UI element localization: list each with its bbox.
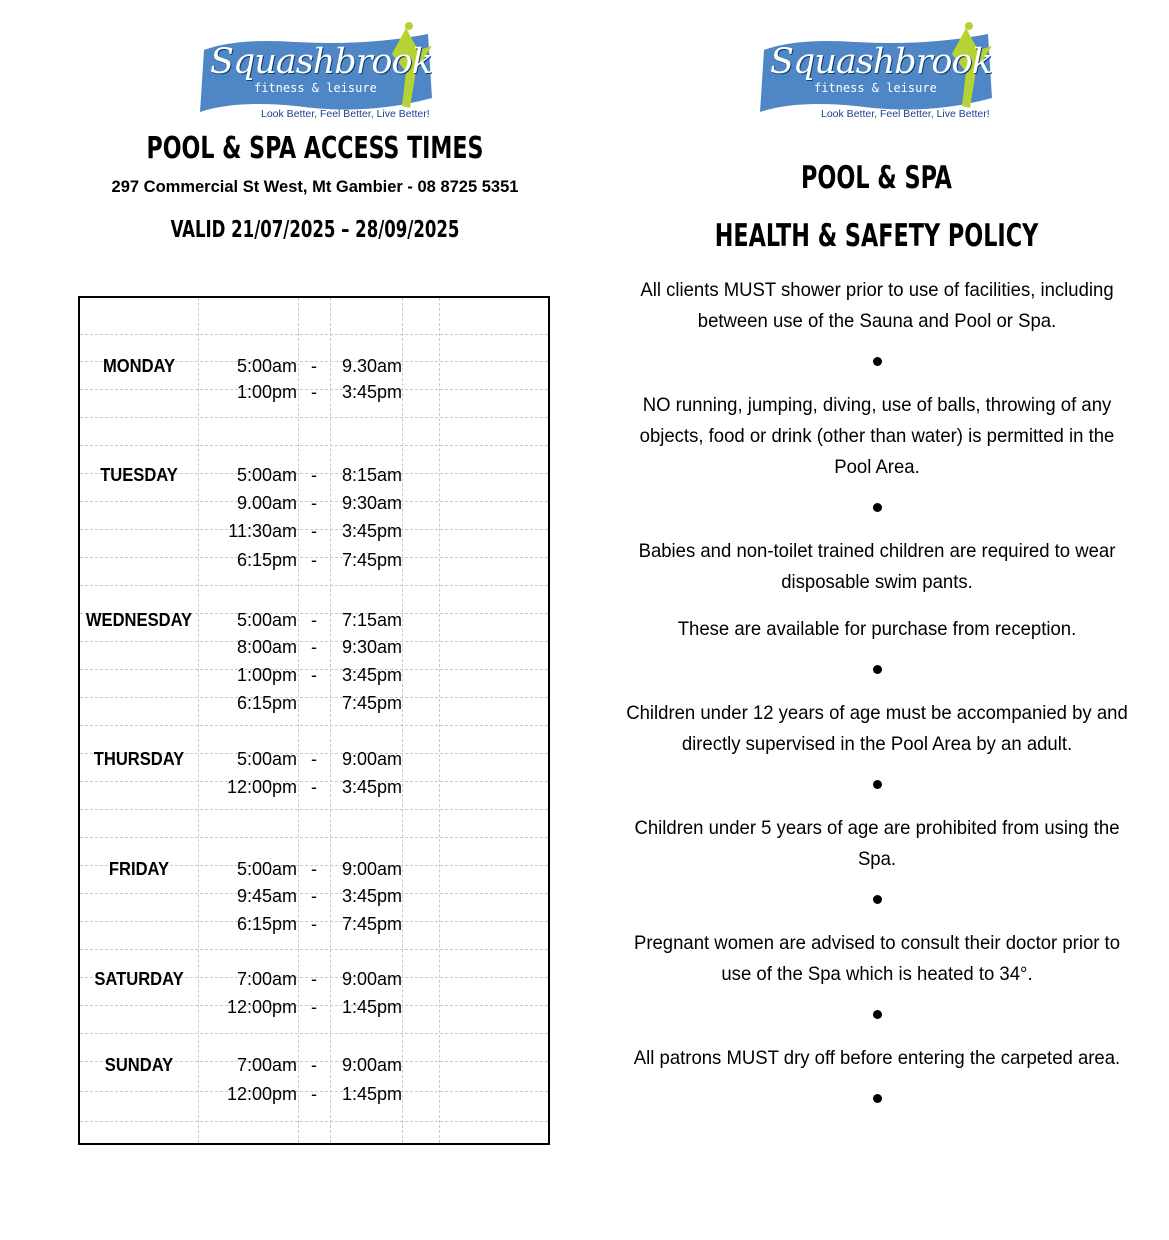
time-separator: - <box>311 550 317 570</box>
start-time: 6:15pm <box>236 550 297 570</box>
end-time: 1:45pm <box>341 997 402 1017</box>
policy-rule: All clients MUST shower prior to use of facilities, including between use of the Sauna and Pool or Spa. <box>640 279 1114 332</box>
end-time: 3:45pm <box>341 521 402 541</box>
logo-left <box>196 20 436 130</box>
time-separator: - <box>311 1084 317 1104</box>
day-label: TUESDAY <box>100 465 178 485</box>
end-time: 9:00am <box>341 969 402 989</box>
start-time: 5:00am <box>236 356 297 376</box>
time-separator: - <box>311 997 317 1017</box>
policy-rule: NO running, jumping, diving, use of balls, throwing of any objects, food or drink (other than water) is permitted in the Pool Area. <box>639 394 1115 478</box>
bullet-dot-icon <box>873 780 882 789</box>
end-time: 9.30am <box>341 356 402 376</box>
end-time: 9:00am <box>341 1055 402 1075</box>
day-label: SATURDAY <box>94 969 184 989</box>
valid-dates: VALID 21/07/2025 – 28/09/2025 <box>170 217 460 243</box>
end-time: 9:00am <box>341 749 402 769</box>
logo-brand: Squashbrook <box>210 42 432 82</box>
start-time: 7:00am <box>236 1055 297 1075</box>
schedule-title: POOL & SPA ACCESS TIMES <box>146 131 484 166</box>
policy-rule: Babies and non-toilet trained children are required to wear disposable swim pants. <box>638 540 1116 593</box>
day-label: THURSDAY <box>93 749 185 769</box>
start-time: 6:15pm <box>236 914 297 934</box>
end-time: 9:00am <box>341 859 402 879</box>
logo-subtitle: fitness & leisure <box>814 81 937 95</box>
start-time: 7:00am <box>236 969 297 989</box>
end-time: 8:15am <box>341 465 402 485</box>
end-time: 1:45pm <box>341 1084 402 1104</box>
end-time: 3:45pm <box>341 777 402 797</box>
policy-rule: Children under 12 years of age must be accompanied by and directly supervised in the Pool Area by an adult. <box>626 702 1128 755</box>
end-time: 7:15am <box>341 610 402 630</box>
day-label: MONDAY <box>102 356 176 376</box>
time-separator: - <box>311 969 317 989</box>
day-label: FRIDAY <box>108 859 170 879</box>
time-separator: - <box>311 465 317 485</box>
logo-tagline: Look Better, Feel Better, Live Better! <box>821 108 990 120</box>
end-time: 3:45pm <box>341 382 402 402</box>
start-time: 8:00am <box>236 637 297 657</box>
start-time: 12:00pm <box>226 777 297 797</box>
bullet-dot-icon <box>873 895 882 904</box>
bullet-dot-icon <box>873 665 882 674</box>
start-time: 9:45am <box>236 886 297 906</box>
time-separator: - <box>311 914 317 934</box>
end-time: 3:45pm <box>341 886 402 906</box>
start-time: 5:00am <box>236 610 297 630</box>
end-time: 9:30am <box>341 493 402 513</box>
start-time: 1:00pm <box>236 665 297 685</box>
time-separator: - <box>311 859 317 879</box>
start-time: 5:00am <box>236 465 297 485</box>
end-time: 9:30am <box>341 637 402 657</box>
end-time: 7:45pm <box>341 550 402 570</box>
day-label: SUNDAY <box>104 1055 174 1075</box>
logo-right <box>756 20 996 130</box>
policy-rule: Pregnant women are advised to consult their doctor prior to use of the Spa which is heated to 34°. <box>633 932 1121 985</box>
bullet-dot-icon <box>873 503 882 512</box>
start-time: 9.00am <box>236 493 297 513</box>
time-separator: - <box>311 637 317 657</box>
start-time: 5:00am <box>236 749 297 769</box>
end-time: 3:45pm <box>341 665 402 685</box>
time-separator: - <box>311 356 317 376</box>
schedule-table <box>78 296 550 1145</box>
time-separator: - <box>311 521 317 541</box>
time-separator: - <box>311 382 317 402</box>
policy-rule: These are available for purchase from reception. <box>677 618 1077 640</box>
logo-brand: Squashbrook <box>770 42 992 82</box>
start-time: 12:00pm <box>226 1084 297 1104</box>
start-time: 6:15pm <box>236 693 297 713</box>
address: 297 Commercial St West, Mt Gambier - 08 8725 5351 <box>111 178 519 196</box>
bullet-dot-icon <box>873 1010 882 1019</box>
logo-subtitle: fitness & leisure <box>254 81 377 95</box>
time-separator: - <box>311 610 317 630</box>
bullet-dot-icon <box>873 1094 882 1103</box>
bullet-dot-icon <box>873 357 882 366</box>
time-separator: - <box>311 886 317 906</box>
logo-tagline: Look Better, Feel Better, Live Better! <box>261 108 430 120</box>
time-separator: - <box>311 777 317 797</box>
start-time: 5:00am <box>236 859 297 879</box>
start-time: 11:30am <box>228 521 297 541</box>
policy-rule: All patrons MUST dry off before entering the carpeted area. <box>633 1047 1121 1069</box>
day-label: WEDNESDAY <box>85 610 193 630</box>
policy-list <box>612 275 1142 1117</box>
time-separator: - <box>311 1055 317 1075</box>
end-time: 7:45pm <box>341 693 402 713</box>
policy-subtitle: HEALTH & SAFETY POLICY <box>714 218 1039 254</box>
time-separator: - <box>311 749 317 769</box>
policy-title: POOL & SPA <box>801 160 952 196</box>
start-time: 1:00pm <box>236 382 297 402</box>
policy-rule: Children under 5 years of age are prohibited from using the Spa. <box>634 817 1120 870</box>
start-time: 12:00pm <box>226 997 297 1017</box>
time-separator: - <box>311 493 317 513</box>
end-time: 7:45pm <box>341 914 402 934</box>
time-separator: - <box>311 665 317 685</box>
